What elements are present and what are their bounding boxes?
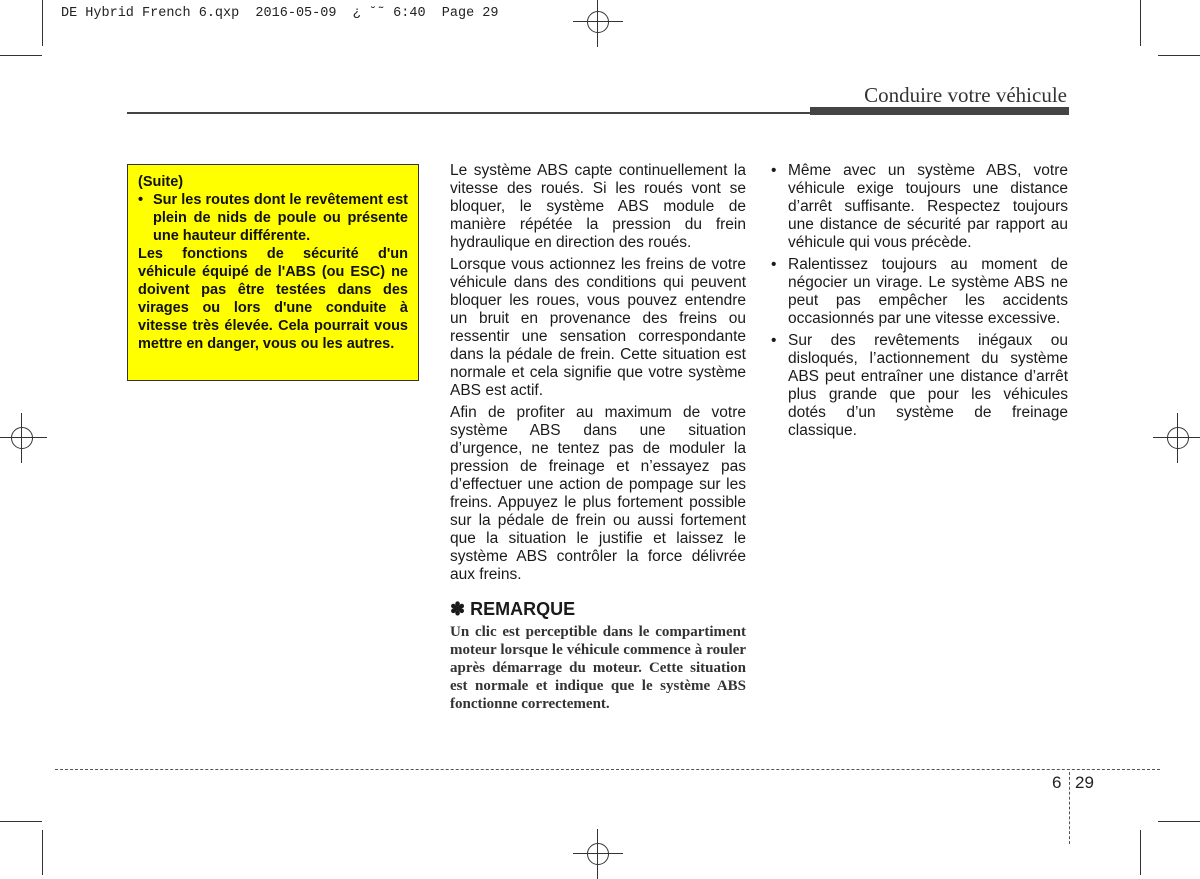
- page-number: 29: [1075, 773, 1094, 792]
- footer-rule: [55, 769, 1160, 770]
- bullet-icon: •: [771, 332, 777, 349]
- crop-mark: [42, 0, 43, 46]
- crop-mark: [1158, 821, 1200, 822]
- warning-title: (Suite): [138, 174, 184, 190]
- registration-mark-right: [1153, 413, 1200, 463]
- body-paragraph: Lorsque vous actionnez les freins de votre véhicule dans des conditions qui peuvent bloquer les roues, vous pouvez entendre un bruit en provenance des freins ou ressentir une sensation correspondante dans la pédale de frein. Cette situation est normale et cela signifie que votre système ABS est actif.: [450, 256, 746, 399]
- registration-mark-bottom: [573, 829, 623, 879]
- bullet-icon: •: [771, 162, 777, 179]
- remark-heading-label: REMARQUE: [470, 599, 576, 619]
- chapter-number: 6: [1052, 773, 1062, 792]
- list-item: [771, 332, 1068, 440]
- crop-mark: [42, 830, 43, 875]
- warning-paragraph: Les fonctions de sécurité d'un véhicule équipé de l'ABS (ou ESC) ne doivent pas être testées dans des virages ou lors d'une conduite à vitesse très élevée. Cela pourrait vous mettre en danger, vous ou les autres.: [138, 246, 408, 352]
- crop-mark: [1158, 55, 1200, 56]
- list-item-text: Même avec un système ABS, votre véhicule exige toujours une distance d’arrêt suffisante. Respectez toujours une distance de sécurité par rapport au véhicule qui vous précède.: [788, 162, 1068, 251]
- section-title: Conduire votre véhicule: [864, 83, 1067, 107]
- bullet-icon: •: [138, 192, 144, 208]
- remark-heading: [450, 599, 575, 620]
- asterisk-icon: ✽: [450, 599, 466, 619]
- warning-bullet-text: Sur les routes dont le revêtement est plein de nids de poule ou présente une hauteur différente.: [153, 192, 408, 244]
- middle-column: [450, 162, 746, 584]
- crop-mark: [0, 55, 42, 56]
- right-column: [771, 162, 1068, 444]
- header-rule-accent: [810, 107, 1069, 115]
- body-paragraph: Afin de profiter au maximum de votre système ABS dans une situation d’urgence, ne tentez pas de moduler la pression de freinage et n’essayez pas d’effectuer une action de pompage sur les freins. Appuyez le plus fortement possible sur la pédale de frein ou aussi fortement que la situation le justifie et laissez le système ABS contrôler la force délivrée aux freins.: [450, 404, 746, 583]
- bullet-icon: •: [771, 256, 777, 273]
- crop-mark: [1140, 0, 1141, 46]
- list-item-text: Sur des revêtements inégaux ou disloqués, l’actionnement du système ABS peut entraîner une distance d’arrêt plus grande que pour les véhicules dotés d’un système de freinage classique.: [788, 332, 1068, 439]
- footer-divider: [1069, 772, 1070, 844]
- crop-mark: [0, 821, 42, 822]
- list-item-text: Ralentissez toujours au moment de négocier un virage. Le système ABS ne peut pas empêcher les accidents occasionnés par une vitesse excessive.: [788, 256, 1068, 327]
- remark-text: Un clic est perceptible dans le compartiment moteur lorsque le véhicule commence à rouler après démarrage du moteur. Cette situation est normale et indique que le système ABS fonctionne correctement.: [450, 624, 746, 712]
- list-item: [771, 256, 1068, 328]
- crop-mark: [1140, 830, 1141, 875]
- registration-mark-left: [0, 413, 47, 463]
- print-slug: DE Hybrid French 6.qxp 2016-05-09 ¿ ˘˜ 6:40 Page 29: [61, 6, 499, 21]
- header-rule: [127, 112, 812, 114]
- list-item: [771, 162, 1068, 252]
- warning-bullet: [138, 191, 408, 245]
- warning-box: [127, 164, 419, 381]
- registration-mark-top: [573, 0, 623, 47]
- body-paragraph: Le système ABS capte continuellement la vitesse des roués. Si les roués vont se bloquer, le système ABS module de manière répétée la pression du frein hydraulique en direction des roués.: [450, 162, 746, 251]
